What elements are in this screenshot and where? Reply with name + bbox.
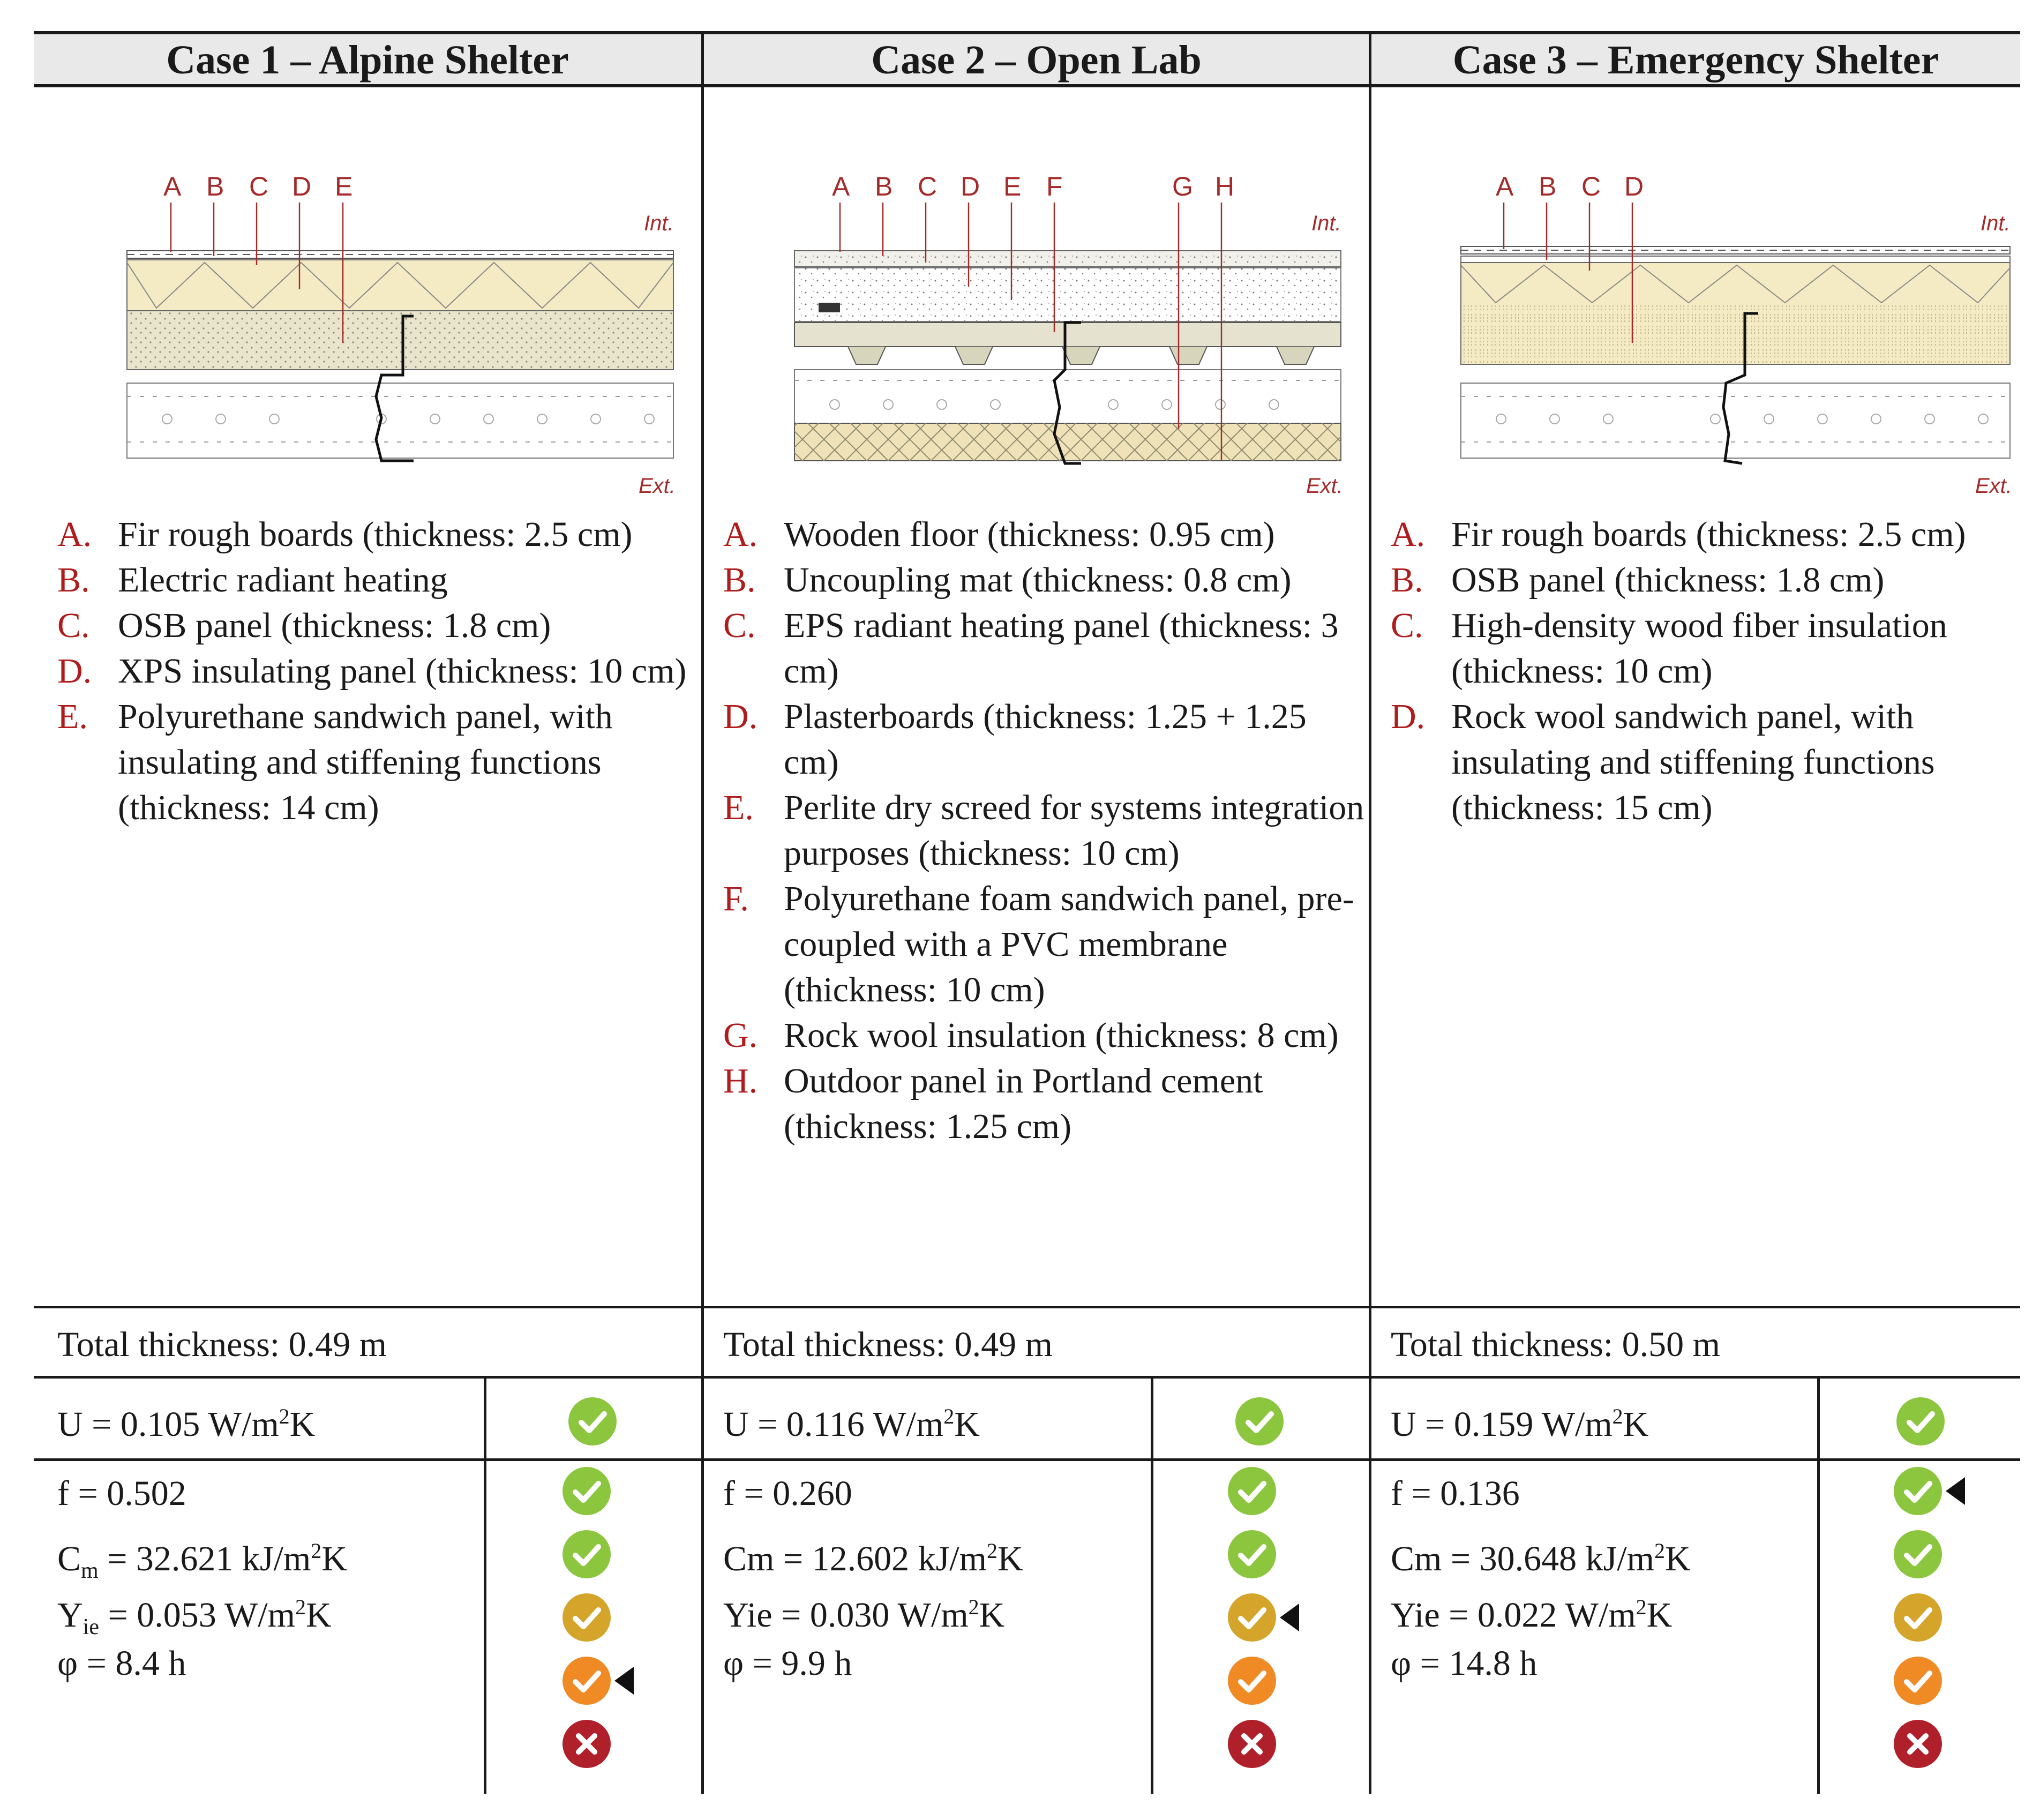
check-icon xyxy=(1892,1529,1944,1580)
case-1-yie-value: $Y_{ie} = 0.053$ $W/m^2K$ xyxy=(57,1595,332,1640)
list-item xyxy=(723,557,1366,603)
u-row-bottom-rule xyxy=(34,1458,2020,1461)
callout-d: D xyxy=(292,171,312,201)
svg-text:G: G xyxy=(1172,171,1193,201)
case-2-total-thickness: Total thickness: 0.49 m xyxy=(723,1325,1053,1364)
layer-letter: C. xyxy=(57,606,90,645)
list-item xyxy=(57,603,695,648)
list-item xyxy=(1391,557,2012,603)
case-2-phi-value: φ = 9.9 h xyxy=(723,1644,852,1683)
layers-bottom-rule xyxy=(34,1306,2020,1308)
check-icon xyxy=(1892,1655,1944,1706)
layer-letter: C. xyxy=(1391,606,1423,645)
svg-text:Int.: Int. xyxy=(1311,212,1341,235)
check-icon xyxy=(1226,1655,1278,1706)
case-2-u-value: U = 0.116 $W/m^2K$ xyxy=(723,1404,980,1444)
layer-letter: D. xyxy=(1391,697,1426,736)
layer-text: Rock wool insulation (thickness: 8 cm) xyxy=(784,1016,1339,1055)
layer-letter: D. xyxy=(723,697,758,736)
layer-letter: A. xyxy=(57,515,92,554)
case-2-layer-list xyxy=(723,512,1366,1149)
layer-letter: C. xyxy=(723,606,756,645)
svg-text:H: H xyxy=(1215,171,1235,201)
case-2-cm-value: Cm = 12.602 $kJ/m^2K$ xyxy=(723,1539,1023,1578)
svg-text:A: A xyxy=(832,171,850,201)
svg-text:A: A xyxy=(1496,171,1514,201)
diagram-callouts xyxy=(832,171,1234,201)
svg-text:E: E xyxy=(1003,171,1022,201)
list-item xyxy=(723,512,1366,557)
case-2-u-check-icon xyxy=(1234,1396,1285,1447)
layer-letter: E. xyxy=(723,788,754,827)
case-2-yie-value: Yie = 0.030 $W/m^2K$ xyxy=(723,1595,1005,1635)
case-2-f-value: f = 0.260 xyxy=(723,1474,852,1513)
callout-a: A xyxy=(163,171,182,201)
layer-text: Electric radiant heating xyxy=(118,560,448,600)
list-item xyxy=(1391,694,2012,830)
check-icon xyxy=(561,1465,612,1517)
layer-text: EPS radiant heating panel (thickness: 3 cm) xyxy=(784,606,1339,691)
level-pointer-icon xyxy=(1946,1477,1965,1505)
check-icon xyxy=(561,1655,612,1706)
diagram-callouts xyxy=(1496,171,1644,201)
layer-text: Uncoupling mat (thickness: 0.8 cm) xyxy=(784,560,1292,600)
svg-text:B: B xyxy=(1539,171,1557,201)
case-3-layer-list xyxy=(1391,512,2012,830)
list-item xyxy=(57,557,695,603)
check-icon xyxy=(1892,1465,1944,1517)
level-pointer-icon xyxy=(1280,1604,1299,1631)
list-item xyxy=(723,1013,1366,1058)
column-divider-2 xyxy=(1369,31,1371,1794)
case-1-u-value: U = 0.105 $W/m^2K$ xyxy=(57,1404,316,1444)
case-2-section-diagram xyxy=(792,171,1349,504)
list-item xyxy=(1391,603,2012,694)
case-3-title: Case 3 – Emergency Shelter xyxy=(1452,38,1939,83)
case-1-f-value: f = 0.502 xyxy=(57,1474,186,1513)
case-1-total-thickness: Total thickness: 0.49 m xyxy=(57,1325,387,1364)
level-pointer-icon xyxy=(614,1667,634,1695)
callout-e: E xyxy=(335,171,353,201)
case-1-section-diagram xyxy=(124,171,681,504)
check-icon xyxy=(1226,1465,1278,1517)
xps-layer xyxy=(127,260,673,311)
case-3-f-value: f = 0.136 xyxy=(1391,1474,1520,1513)
cross-icon xyxy=(1226,1718,1278,1770)
layer-letter: A. xyxy=(723,515,758,554)
layer-letter: A. xyxy=(1391,515,1426,554)
layer-letter: G. xyxy=(723,1016,758,1055)
case-3-u-value: U = 0.159 $W/m^2K$ xyxy=(1391,1404,1649,1444)
list-item xyxy=(57,512,695,557)
column-divider-1 xyxy=(701,31,704,1794)
layer-letter: D. xyxy=(57,651,92,691)
list-item xyxy=(723,876,1366,1013)
icon-column-divider-1 xyxy=(484,1377,486,1794)
layer-text: Fir rough boards (thickness: 2.5 cm) xyxy=(118,515,633,554)
check-icon xyxy=(561,1592,612,1643)
svg-text:B: B xyxy=(875,171,893,201)
layer-letter: B. xyxy=(1391,560,1423,600)
int-label: Int. xyxy=(644,212,674,235)
case-3-section-diagram xyxy=(1458,171,2018,504)
list-item xyxy=(723,694,1366,785)
list-item xyxy=(723,1058,1366,1149)
case-2-title: Case 2 – Open Lab xyxy=(871,38,1202,83)
svg-text:Ext.: Ext. xyxy=(1975,474,2012,498)
case-3-yie-value: Yie = 0.022 $W/m^2K$ xyxy=(1391,1595,1672,1635)
layer-text: Rock wool sandwich panel, with insulating and stiffening functions (thickness: 15 cm) xyxy=(1451,697,1935,827)
list-item xyxy=(723,785,1366,876)
layer-text: Outdoor panel in Portland cement (thickness: 1.25 cm) xyxy=(784,1061,1263,1146)
case-1-u-check-icon xyxy=(567,1396,618,1447)
svg-text:Int.: Int. xyxy=(1981,212,2011,235)
case-1-layer-list xyxy=(57,512,695,830)
layer-text: Polyurethane sandwich panel, with insulating and stiffening functions (thickness: 14 cm) xyxy=(118,697,613,827)
layer-letter: H. xyxy=(723,1061,758,1100)
icon-column-divider-2 xyxy=(1151,1377,1153,1794)
case-1-cm-value: $C_m = 32.621$ $kJ/m^2K$ xyxy=(57,1539,347,1584)
layer-letter: E. xyxy=(57,697,88,736)
ext-label: Ext. xyxy=(639,474,676,498)
layer-text: Polyurethane foam sandwich panel, pre-coupled with a PVC membrane (thickness: 10 cm) xyxy=(784,879,1354,1009)
layer-letter: B. xyxy=(57,560,90,600)
layer-letter: B. xyxy=(723,560,756,600)
case-3-total-thickness: Total thickness: 0.50 m xyxy=(1391,1325,1720,1364)
total-bottom-rule xyxy=(34,1376,2020,1379)
case-1-phi-value: φ = 8.4 h xyxy=(57,1644,186,1683)
list-item xyxy=(723,603,1366,694)
layer-text: High-density wood fiber insulation (thickness: 10 cm) xyxy=(1451,606,1947,691)
case-3-u-check-icon xyxy=(1895,1396,1946,1447)
callout-b: B xyxy=(206,171,224,201)
case-3-phi-value: φ = 14.8 h xyxy=(1391,1644,1538,1683)
list-item xyxy=(57,648,695,694)
diagram-callouts xyxy=(163,171,352,201)
layer-text: Plasterboards (thickness: 1.25 + 1.25 cm) xyxy=(784,697,1307,782)
cross-icon xyxy=(1892,1718,1944,1770)
layer-text: Fir rough boards (thickness: 2.5 cm) xyxy=(1451,515,1966,554)
check-icon xyxy=(1226,1592,1278,1643)
svg-text:C: C xyxy=(918,171,938,201)
icon-column-divider-3 xyxy=(1817,1377,1820,1794)
svg-text:D: D xyxy=(961,171,980,201)
layer-text: Wooden floor (thickness: 0.95 cm) xyxy=(784,515,1275,554)
layer-text: OSB panel (thickness: 1.8 cm) xyxy=(1451,560,1885,600)
layer-text: OSB panel (thickness: 1.8 cm) xyxy=(118,606,551,645)
header-bottom-rule xyxy=(34,84,2020,87)
list-item xyxy=(57,694,695,830)
svg-text:F: F xyxy=(1046,171,1063,201)
svg-text:Ext.: Ext. xyxy=(1306,474,1343,498)
callout-c: C xyxy=(249,171,269,201)
cross-icon xyxy=(561,1718,612,1770)
svg-text:C: C xyxy=(1581,171,1601,201)
list-item xyxy=(1391,512,2012,557)
check-icon xyxy=(1892,1592,1944,1643)
check-icon xyxy=(1226,1529,1278,1580)
case-3-cm-value: Cm = 30.648 $kJ/m^2K$ xyxy=(1391,1539,1691,1578)
case-1-title: Case 1 – Alpine Shelter xyxy=(166,38,569,83)
layer-text: XPS insulating panel (thickness: 10 cm) xyxy=(118,651,687,691)
layer-text: Perlite dry screed for systems integration purposes (thickness: 10 cm) xyxy=(784,788,1364,873)
layer-letter: F. xyxy=(723,879,749,918)
check-icon xyxy=(561,1529,612,1580)
svg-text:D: D xyxy=(1624,171,1644,201)
